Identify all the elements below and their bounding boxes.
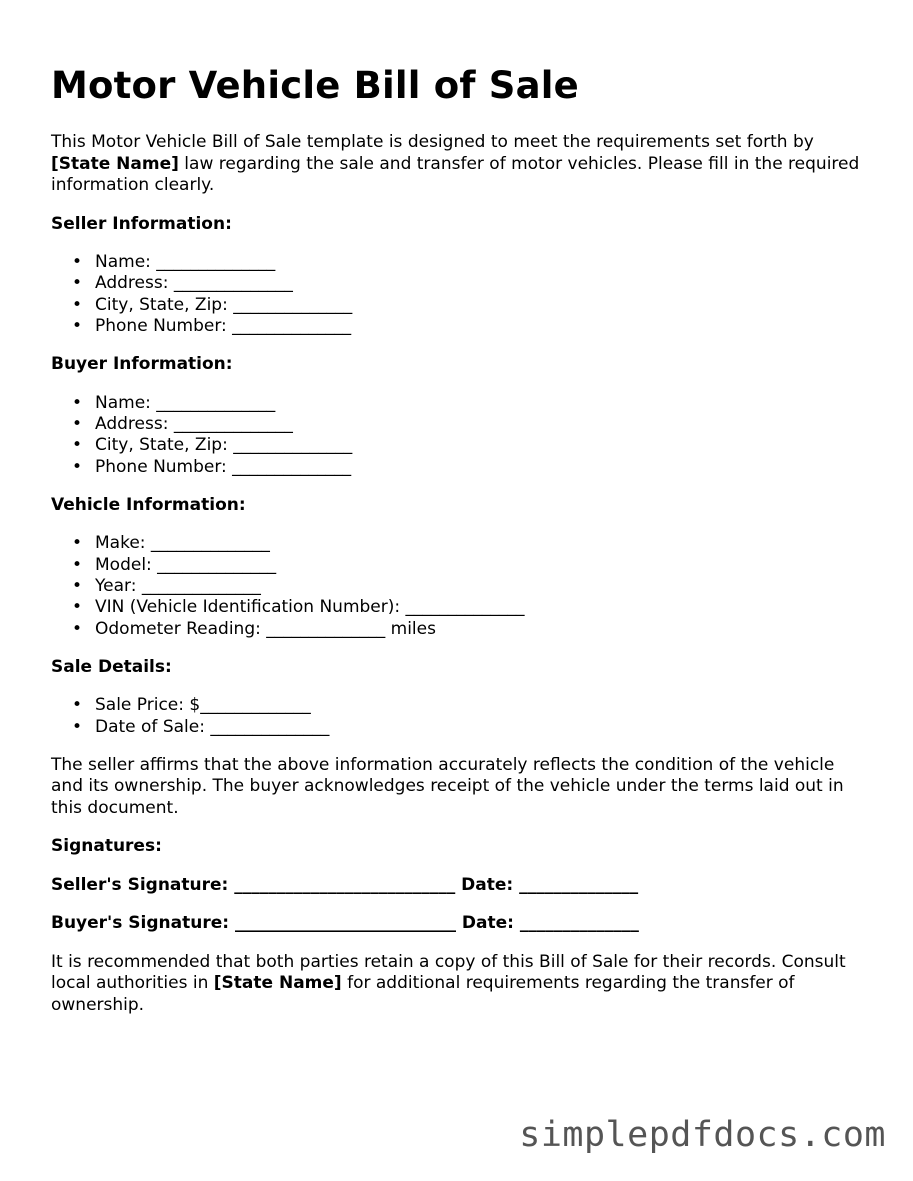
list-item: • Phone Number: ______________ (95, 316, 871, 337)
intro-paragraph (51, 132, 871, 197)
buyer-list (51, 393, 871, 478)
list-item: • VIN (Vehicle Identification Number): ______________ (95, 597, 871, 618)
list-item: • Address: ______________ (95, 273, 871, 294)
state-name-placeholder: [State Name] (51, 153, 179, 174)
list-item: • Year: ______________ (95, 576, 871, 597)
closing-paragraph (51, 952, 871, 1017)
closing-text-1: It is recommended that both parties retain a copy of this Bill of Sale for their records. Consult local authorities in (51, 951, 846, 994)
vehicle-list (51, 533, 871, 639)
intro-text-2: law regarding the sale and transfer of motor vehicles. Please fill in the required information clearly. (51, 153, 860, 195)
signatures-heading: Signatures: (51, 836, 162, 857)
list-item: • Date of Sale: ______________ (95, 717, 871, 738)
document (51, 62, 871, 1016)
sale-heading: Sale Details: (51, 656, 172, 677)
vehicle-heading: Vehicle Information: (51, 494, 246, 515)
seller-heading: Seller Information: (51, 213, 232, 234)
intro-text-1: This Motor Vehicle Bill of Sale template is designed to meet the requirements set forth by (51, 132, 814, 152)
seller-list (51, 252, 871, 337)
list-item: • City, State, Zip: ______________ (95, 435, 871, 456)
list-item: • Make: ______________ (95, 533, 871, 554)
list-item: • Odometer Reading: ______________ miles (95, 619, 871, 640)
list-item: • Sale Price: $_____________ (95, 695, 871, 716)
buyer-signature-line: Buyer's Signature: __________________________ Date: ______________ (51, 913, 639, 934)
page-title: Motor Vehicle Bill of Sale (51, 64, 579, 107)
list-item: • Name: ______________ (95, 393, 871, 414)
sale-list (51, 695, 871, 738)
list-item: • Model: ______________ (95, 555, 871, 576)
closing-text-2: for additional requirements regarding the transfer of ownership. (51, 973, 795, 1015)
watermark-logo: simplepdfdocs.com (519, 1115, 886, 1155)
list-item: • Address: ______________ (95, 414, 871, 435)
affirmation-paragraph: The seller affirms that the above information accurately reflects the condition of the vehicle and its ownership. The buyer acknowledges receipt of the vehicle under the terms laid out in this document. (51, 754, 844, 818)
list-item: • Phone Number: ______________ (95, 457, 871, 478)
seller-signature-line: Seller's Signature: __________________________ Date: ______________ (51, 874, 639, 895)
list-item: • City, State, Zip: ______________ (95, 295, 871, 316)
state-name-placeholder: [State Name] (213, 973, 342, 994)
buyer-heading: Buyer Information: (51, 354, 233, 375)
list-item: • Name: ______________ (95, 252, 871, 273)
